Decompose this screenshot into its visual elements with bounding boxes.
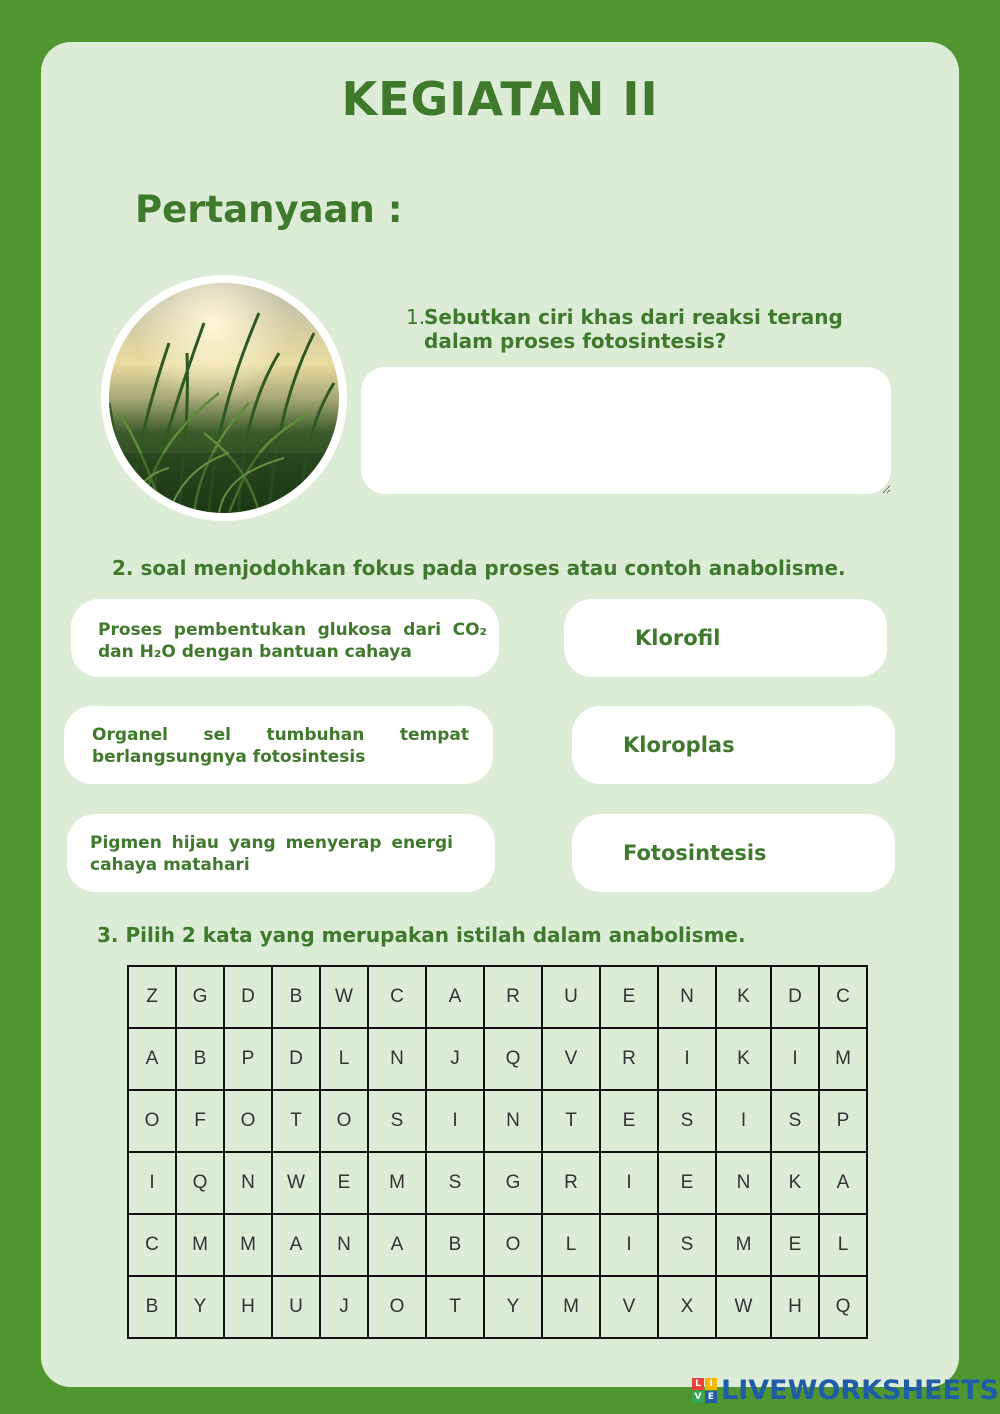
liveworksheets-logo [692,1372,999,1408]
grid-cell[interactable]: A [128,1028,176,1090]
grid-cell[interactable]: V [542,1028,600,1090]
match-left-item-2-text: Organel sel tumbuhan tempat berlangsungnya fotosintesis [92,725,469,767]
grid-row [128,1090,867,1152]
grid-cell[interactable]: W [272,1152,320,1214]
match-right-item-1[interactable] [564,599,887,677]
grid-cell[interactable]: T [272,1090,320,1152]
grid-cell[interactable]: U [272,1276,320,1338]
question-1-number: 1. [406,305,426,329]
word-search-grid [127,965,868,1339]
grid-cell[interactable]: H [771,1276,819,1338]
grid-cell[interactable]: M [368,1152,426,1214]
grid-cell[interactable]: G [484,1152,542,1214]
grid-cell[interactable]: C [368,966,426,1028]
grid-cell[interactable]: B [426,1214,484,1276]
match-left-item-3-text: Pigmen hijau yang menyerap energi cahaya matahari [90,833,453,875]
grid-cell[interactable]: I [600,1214,658,1276]
question-1 [406,305,876,353]
grid-cell[interactable]: I [128,1152,176,1214]
grid-cell[interactable]: J [426,1028,484,1090]
grid-cell[interactable]: G [176,966,224,1028]
grid-row [128,1276,867,1338]
grid-cell[interactable]: F [176,1090,224,1152]
grid-cell[interactable]: B [128,1276,176,1338]
grid-cell[interactable]: K [716,966,771,1028]
grid-cell[interactable]: E [600,966,658,1028]
match-left-item-2[interactable] [64,706,493,784]
grid-cell[interactable]: S [658,1090,716,1152]
grid-cell[interactable]: O [484,1214,542,1276]
grid-cell[interactable]: T [542,1090,600,1152]
grid-cell[interactable]: L [320,1028,368,1090]
grid-cell[interactable]: I [426,1090,484,1152]
grid-cell[interactable]: M [716,1214,771,1276]
grid-cell[interactable]: A [272,1214,320,1276]
match-left-item-3[interactable] [67,814,495,892]
grid-cell[interactable]: Y [176,1276,224,1338]
logo-icon-letter: E [705,1391,717,1403]
grid-cell[interactable]: E [320,1152,368,1214]
grid-cell[interactable]: R [542,1152,600,1214]
logo-icon-letter: L [692,1378,704,1390]
grid-cell[interactable]: Q [176,1152,224,1214]
grid-cell[interactable]: S [426,1152,484,1214]
grid-cell[interactable]: L [542,1214,600,1276]
grid-cell[interactable]: S [771,1090,819,1152]
grid-cell[interactable]: X [658,1276,716,1338]
question-3-heading: 3. Pilih 2 kata yang merupakan istilah dalam anabolisme. [97,923,746,947]
grid-cell[interactable]: S [658,1214,716,1276]
grid-cell[interactable]: I [658,1028,716,1090]
grid-cell[interactable]: I [716,1090,771,1152]
grid-cell[interactable]: A [819,1152,867,1214]
grid-cell[interactable]: S [368,1090,426,1152]
grid-cell[interactable]: E [771,1214,819,1276]
grid-cell[interactable]: N [716,1152,771,1214]
grid-cell[interactable]: C [819,966,867,1028]
grid-cell[interactable]: O [128,1090,176,1152]
grid-cell[interactable]: W [716,1276,771,1338]
grid-row [128,966,867,1028]
grid-cell[interactable]: B [176,1028,224,1090]
grid-cell[interactable]: K [716,1028,771,1090]
grid-row [128,1214,867,1276]
grid-cell[interactable]: N [224,1152,272,1214]
question-1-text: Sebutkan ciri khas dari reaksi terang dalam proses fotosintesis? [424,305,843,353]
logo-text: LIVEWORKSHEETS [721,1374,999,1406]
match-left-item-1-text: Proses pembentukan glukosa dari CO₂ dan H₂O dengan bantuan cahaya [98,620,487,662]
grid-cell[interactable]: W [320,966,368,1028]
match-left-item-1[interactable] [71,599,499,677]
grid-cell[interactable]: N [484,1090,542,1152]
grid-cell[interactable]: C [128,1214,176,1276]
grid-cell[interactable]: D [771,966,819,1028]
grid-cell[interactable]: B [272,966,320,1028]
grid-row [128,1152,867,1214]
grid-cell[interactable]: N [320,1214,368,1276]
grid-cell[interactable]: D [224,966,272,1028]
match-right-item-3-text: Fotosintesis [623,841,767,865]
grid-cell[interactable]: E [600,1090,658,1152]
grid-cell[interactable]: E [658,1152,716,1214]
grid-cell[interactable]: P [224,1028,272,1090]
logo-icon-letter: I [705,1378,717,1390]
liveworksheets-icon [692,1378,717,1403]
grid-cell[interactable]: O [320,1090,368,1152]
question-1-answer-input[interactable] [361,367,891,494]
grass-photo [101,275,347,521]
grid-cell[interactable]: P [819,1090,867,1152]
grid-cell[interactable]: M [224,1214,272,1276]
grid-cell[interactable]: I [771,1028,819,1090]
grid-cell[interactable]: A [368,1214,426,1276]
grid-cell[interactable]: I [600,1152,658,1214]
match-right-item-2[interactable] [572,706,895,784]
grid-cell[interactable]: Q [484,1028,542,1090]
grid-cell[interactable]: V [600,1276,658,1338]
question-2-heading: 2. soal menjodohkan fokus pada proses atau contoh anabolisme. [112,556,846,580]
page-title: KEGIATAN II [341,72,659,126]
match-right-item-3[interactable] [572,814,895,892]
grid-cell[interactable]: A [426,966,484,1028]
grid-cell[interactable]: M [176,1214,224,1276]
grid-cell[interactable]: H [224,1276,272,1338]
grid-cell[interactable]: N [658,966,716,1028]
grid-cell[interactable]: M [542,1276,600,1338]
grid-cell[interactable]: M [819,1028,867,1090]
grid-cell[interactable]: L [819,1214,867,1276]
grid-cell[interactable]: Q [819,1276,867,1338]
grid-cell[interactable]: K [771,1152,819,1214]
match-right-item-1-text: Klorofil [635,626,721,650]
grid-cell[interactable]: Z [128,966,176,1028]
grid-cell[interactable]: D [272,1028,320,1090]
grid-cell[interactable]: R [600,1028,658,1090]
grid-cell[interactable]: O [224,1090,272,1152]
grid-cell[interactable]: J [320,1276,368,1338]
grid-cell[interactable]: O [368,1276,426,1338]
grid-row [128,1028,867,1090]
section-subtitle: Pertanyaan : [135,188,403,231]
grid-cell[interactable]: T [426,1276,484,1338]
grid-cell[interactable]: Y [484,1276,542,1338]
grid-cell[interactable]: U [542,966,600,1028]
logo-icon-letter: V [692,1391,704,1403]
grid-cell[interactable]: N [368,1028,426,1090]
grid-cell[interactable]: R [484,966,542,1028]
match-right-item-2-text: Kloroplas [623,733,735,757]
